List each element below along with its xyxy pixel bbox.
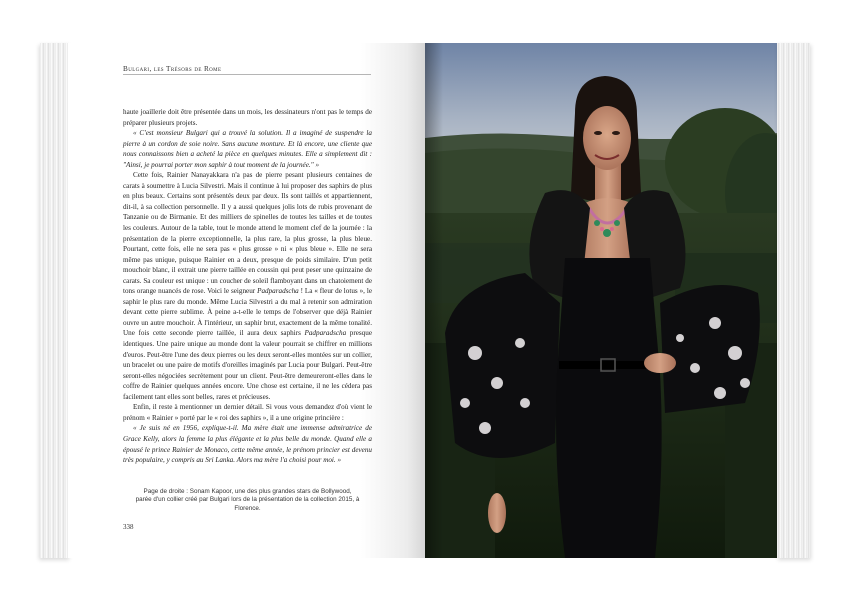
paragraph-3-text-a: Cette fois, Rainier Nanayakkara n'a pas de pierre pesant plusieurs centaines de carats à soumettre à Lucia Silvestri. Mais il continue à lui proposer des saphirs de plus en plus beaux. Certains sont présentés deux par deux. Ils sont taillés et appartiennent, dit-il, à sa collection personnelle. Il y a aussi quelques jolis lots de rubis provenant de Tanzanie ou de Birmanie. Et des milliers de spinelles de toutes les tailles et de toutes les couleurs. Autour de la table, tout le monde attend le moment clef de la journée : la présentation de la pierre exceptionnelle, la plus rare, la plus grosse, la plus bleue. Pourtant, cette fois, elle ne sera pas « plus grosse » ni « plus bleue ». Elle ne sera même pas unique, puisque Rainier en a deux, presque de poids similaire. D'un petit mouchoir blanc, il extrait une pierre taillée en coussin qui peut peser une quinzaine de carats. Sa couleur est unique : un coucher de soleil flamboyant dans un chatoiement de tons orange nuancés de rose. Voici le seigneur	[123, 171, 372, 296]
paragraph-2-quote: « C'est monsieur Bulgari qui a trouvé la solution. Il a imaginé de suspendre la pierre à un cordon de soie noire. Sans aucune monture. Et là encore, une cliente que nous connaissons bien a acheté la pièce en quelques minutes. Elle a simplement dit : "Ainsi, je pourrai porter mon saphir à tout moment de la journée." »	[123, 129, 372, 169]
body-text	[123, 107, 372, 466]
right-page-edges	[777, 43, 810, 558]
paragraph-3-text-c: presque identiques. Une paire unique au monde dont la valeur pourrait se chiffrer en millions d'euros. Peut-être l'une des deux pierres ou les deux seront-elles montées sur un collier, un bracelet ou une paire de motifs d'oreilles imaginés par Lucia pour Bulgari. Peut-être seront-elles négociées secrètement pour un client. Peut-être demeureront-elles dans le coffre de Rainier quelques années encore. Une chose est certaine, il ne les cédera pas facilement tant elles sont belles, rares et précieuses.	[123, 329, 372, 401]
left-page-edges	[40, 43, 70, 558]
caption-line-1: Page de droite : Sonam Kapoor, une des plus grandes stars de Bollywood,	[143, 488, 352, 495]
paragraph-4: Enfin, il reste à mentionner un dernier détail. Si vous vous demandez d'où vient le prénom « Rainier » porté par le « roi des saphirs », il a une origine princière :	[123, 403, 372, 422]
paragraph-3-italic-a: Padparadscha	[257, 287, 299, 296]
paragraph-3-italic-b: Padparadscha	[304, 329, 347, 338]
photo-caption	[123, 488, 372, 513]
photo-sonam-kapoor	[425, 43, 778, 558]
paragraph-5-quote: « Je suis né en 1956, explique-t-il. Ma mère était une immense admiratrice de Grace Kelly, alors la femme la plus élégante et la plus belle du monde. Quand elle a épousé le prince Rainier de Monaco, cette même année, le prénom princier est devenu très populaire, y compris au Sri Lanka. Alors ma mère l'a choisi pour moi. »	[123, 424, 372, 465]
caption-line-2: parée d'un collier créé par Bulgari lors de la présentation de la collection 2015, à Florence.	[135, 496, 360, 512]
gutter-shadow	[425, 43, 443, 558]
page-number: 338	[123, 523, 134, 531]
paragraph-1: haute joaillerie doit être présentée dans un mois, les dessinateurs n'ont pas le temps de préparer plusieurs projets.	[123, 108, 372, 127]
running-head-rule	[123, 74, 371, 75]
right-page-photo	[425, 43, 778, 558]
running-head: Bulgari, les Trésors de Rome	[123, 65, 222, 73]
paragraph-3-text-b: ! La « fleur de lotus », le saphir le plus rare du monde. Même Lucia Silvestri a du mal à retenir son admiration devant cette pierre sublime. À peine a-t-elle le temps de l'observer que déjà Rainier ouvre un autre mouchoir. À l'intérieur, un saphir brut, exactement de la même tonalité. Une fois cette seconde pierre taillée, il aura deux saphirs	[123, 287, 372, 338]
paragraph-3	[123, 170, 372, 402]
